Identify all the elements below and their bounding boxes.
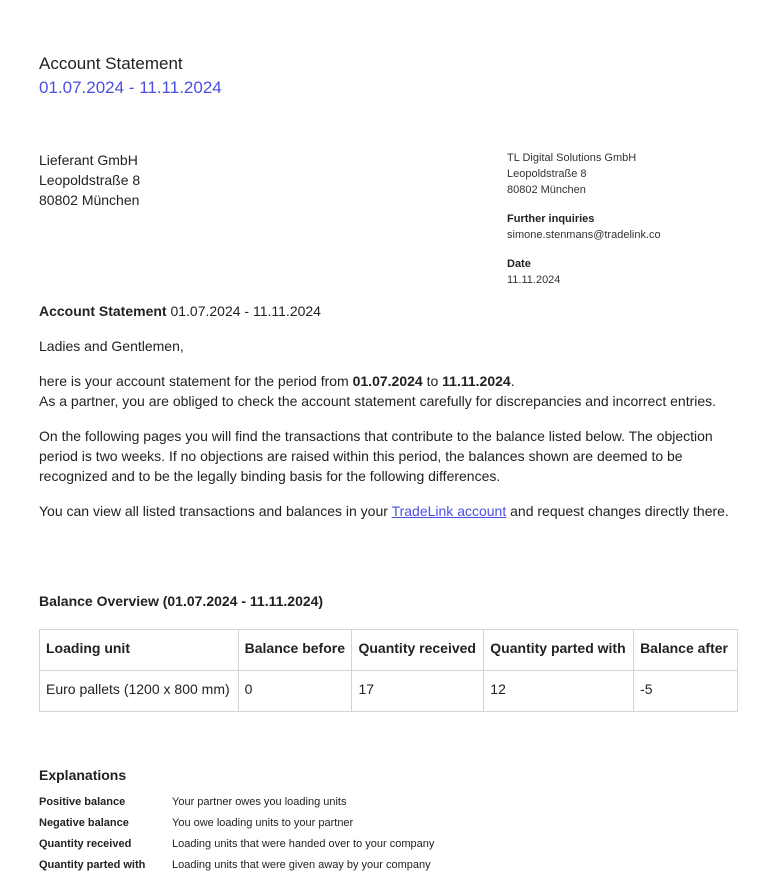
paragraph-period xyxy=(39,371,739,411)
explanation-item xyxy=(39,858,434,879)
sender-street: Leopoldstraße 8 xyxy=(507,168,587,180)
balance-overview-heading: Balance Overview (01.07.2024 - 11.11.2024) xyxy=(39,593,324,609)
explanation-term: Quantity received xyxy=(39,838,132,850)
explanation-item xyxy=(39,816,434,837)
recipient-city: 80802 München xyxy=(39,192,140,208)
explanation-item xyxy=(39,795,434,816)
explanation-definition: Loading units that were given away by your company xyxy=(172,859,431,871)
col-quantity-received: Quantity received xyxy=(352,630,484,671)
p1-to-date: 11.11.2024 xyxy=(442,373,511,389)
p1-text: here is your account statement for the period from xyxy=(39,373,353,389)
cell-balance-after: -5 xyxy=(634,671,738,712)
p3-text-b: and request changes directly there. xyxy=(506,503,729,519)
sender-name: TL Digital Solutions GmbH xyxy=(507,152,637,164)
date-label: Date xyxy=(507,258,531,270)
recipient-street: Leopoldstraße 8 xyxy=(39,172,141,188)
explanations-list xyxy=(39,795,434,879)
cell-quantity-received: 17 xyxy=(352,671,484,712)
tradelink-account-link[interactable]: TradeLink account xyxy=(391,503,507,519)
col-quantity-parted: Quantity parted with xyxy=(484,630,634,671)
cell-balance-before: 0 xyxy=(238,671,352,712)
col-balance-after: Balance after xyxy=(634,630,738,671)
letter-body xyxy=(39,301,739,536)
recipient-name: Lieferant GmbH xyxy=(39,152,138,168)
paragraph-account xyxy=(39,501,739,521)
explanation-definition: You owe loading units to your partner xyxy=(172,817,354,829)
letter-subject xyxy=(39,301,739,321)
paragraph-objection: On the following pages you will find the transactions that contribute to the balance listed below. The objection period is two weeks. If no objections are raised within this period, the balances shown are deemed to be recognized and to be the legally binding basis for the following differences. xyxy=(39,428,713,484)
balance-table xyxy=(39,629,738,712)
p3-text-a: You can view all listed transactions and balances in your xyxy=(39,503,392,519)
p1-end: . xyxy=(510,373,515,389)
salutation: Ladies and Gentlemen, xyxy=(39,338,184,354)
recipient-address xyxy=(39,150,140,210)
subject-bold: Account Statement xyxy=(39,303,167,319)
explanation-term: Negative balance xyxy=(39,817,129,829)
explanation-item xyxy=(39,837,434,858)
inquiries-email: simone.stenmans@tradelink.co xyxy=(507,229,661,241)
sender-block xyxy=(507,150,661,288)
p1-to-word: to xyxy=(422,373,443,389)
col-loading-unit: Loading unit xyxy=(40,630,239,671)
cell-quantity-parted: 12 xyxy=(484,671,634,712)
table-row xyxy=(40,671,738,712)
explanation-term: Positive balance xyxy=(39,796,126,808)
col-balance-before: Balance before xyxy=(238,630,352,671)
p1-obligation: As a partner, you are obliged to check the account statement carefully for discrepancies and incorrect entries. xyxy=(39,393,717,409)
date-value: 11.11.2024 xyxy=(507,274,561,286)
document-period: 01.07.2024 - 11.11.2024 xyxy=(39,78,222,97)
subject-period: 01.07.2024 - 11.11.2024 xyxy=(170,303,321,319)
sender-city: 80802 München xyxy=(507,184,586,196)
explanation-term: Quantity parted with xyxy=(39,859,146,871)
cell-loading-unit: Euro pallets (1200 x 800 mm) xyxy=(40,671,239,712)
table-header-row xyxy=(40,630,738,671)
inquiries-label: Further inquiries xyxy=(507,213,595,225)
explanation-definition: Loading units that were handed over to your company xyxy=(172,838,435,850)
explanations-heading: Explanations xyxy=(39,767,127,783)
document-title: Account Statement xyxy=(39,54,183,73)
explanation-definition: Your partner owes you loading units xyxy=(172,796,347,808)
p1-from-date: 01.07.2024 xyxy=(352,373,423,389)
